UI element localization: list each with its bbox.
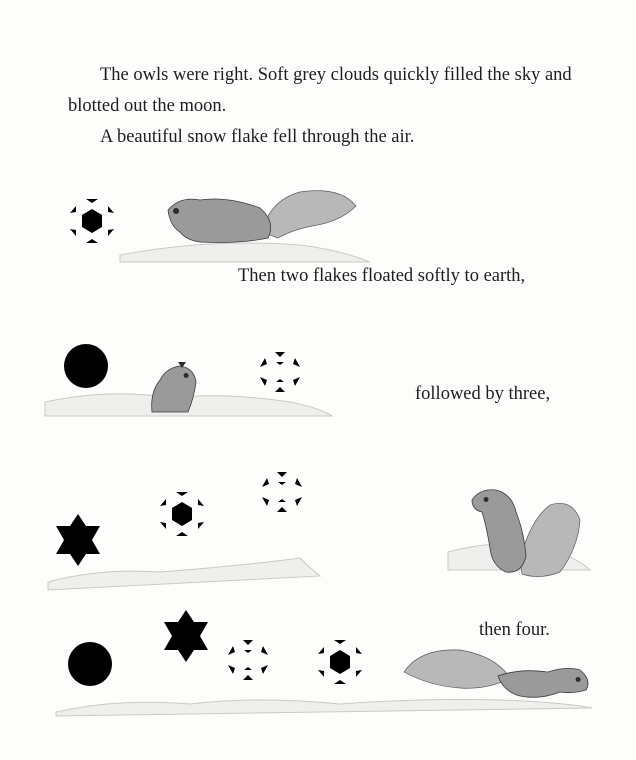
squirrel-peeking-icon xyxy=(152,362,196,412)
line-three-flakes: followed by three, xyxy=(415,384,551,404)
snowflake-icon xyxy=(258,464,306,520)
line-four-flakes: then four. xyxy=(479,620,550,640)
snowflake-icon xyxy=(256,344,304,400)
snowflake-icon xyxy=(224,632,272,688)
snowflake-icon xyxy=(314,632,366,692)
line-two-flakes: Then two flakes floated softly to earth, xyxy=(238,266,526,286)
snowflake-icon xyxy=(64,634,116,694)
row2-illustration xyxy=(45,336,332,416)
paragraph-owls: The owls were right. Soft grey clouds quickly filled the sky and blotted out the moon. xyxy=(68,65,572,116)
snowflake-icon xyxy=(66,191,118,251)
squirrel-leaping-icon xyxy=(404,650,588,697)
paragraph-snowflake: A beautiful snow flake fell through the air. xyxy=(100,127,415,147)
row4-illustration xyxy=(56,610,592,716)
snowflake-icon xyxy=(56,514,100,566)
snowflake-icon xyxy=(60,336,112,396)
row3-illustration xyxy=(48,464,590,590)
snowflake-icon xyxy=(164,610,208,662)
squirrel-lying-icon xyxy=(168,191,356,243)
row1-illustration xyxy=(66,191,370,262)
snowflake-icon xyxy=(156,484,208,544)
